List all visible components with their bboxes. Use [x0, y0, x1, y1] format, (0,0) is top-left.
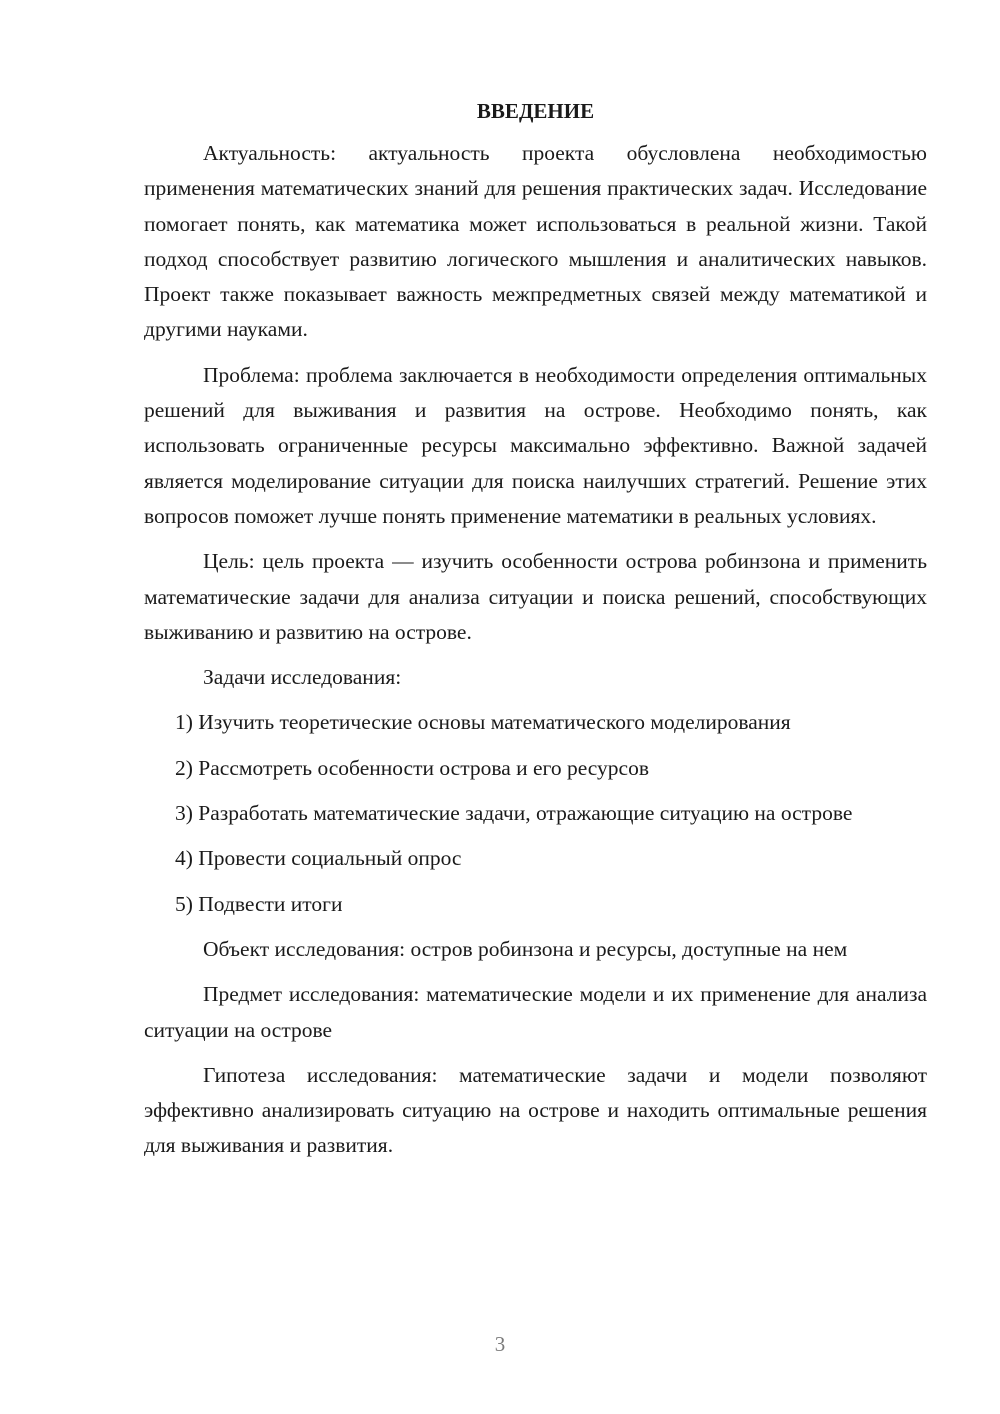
problem-paragraph: Проблема: проблема заключается в необходимости определения оптимальных решений для выживания и развития на острове. Необходимо понять, как использовать ограниченные ресурсы максимально эффективно. Важной задачей является моделирование ситуации для поиска наилучших стратегий. Решение этих вопросов поможет лучше понять применение математики в реальных условиях.	[144, 362, 927, 528]
task-item-1: 1) Изучить теоретические основы математического моделирования	[175, 710, 791, 735]
task-item-2: 2) Рассмотреть особенности острова и его ресурсов	[175, 755, 649, 780]
goal-paragraph: Цель: цель проекта — изучить особенности острова робинзона и применить математические задачи для анализа ситуации и поиска решений, способствующих выживанию и развитию на острове.	[144, 549, 927, 644]
task-item-3: 3) Разработать математические задачи, отражающие ситуацию на острове	[175, 801, 853, 826]
page-number: 3	[494, 1332, 506, 1356]
page-content	[144, 96, 927, 1174]
task-item-5: 5) Подвести итоги	[175, 891, 343, 916]
relevance-paragraph: Актуальность: актуальность проекта обусловлена необходимостью применения математических знаний для решения практических задач. Исследование помогает понять, как математика может использоваться в реальной жизни. Такой подход способствует развитию логического мышления и аналитических навыков. Проект также показывает важность межпредметных связей между математикой и другими науками.	[144, 141, 927, 342]
section-title: ВВЕДЕНИЕ	[476, 99, 595, 123]
tasks-heading: Задачи исследования:	[203, 665, 402, 690]
task-item-4: 4) Провести социальный опрос	[175, 846, 462, 871]
object-paragraph: Объект исследования: остров робинзона и ресурсы, доступные на нем	[203, 936, 848, 961]
subject-paragraph: Предмет исследования: математические модели и их применение для анализа ситуации на острове	[144, 982, 927, 1042]
hypothesis-paragraph: Гипотеза исследования: математические задачи и модели позволяют эффективно анализировать ситуацию на острове и находить оптимальные решения для выживания и развития.	[144, 1062, 927, 1158]
